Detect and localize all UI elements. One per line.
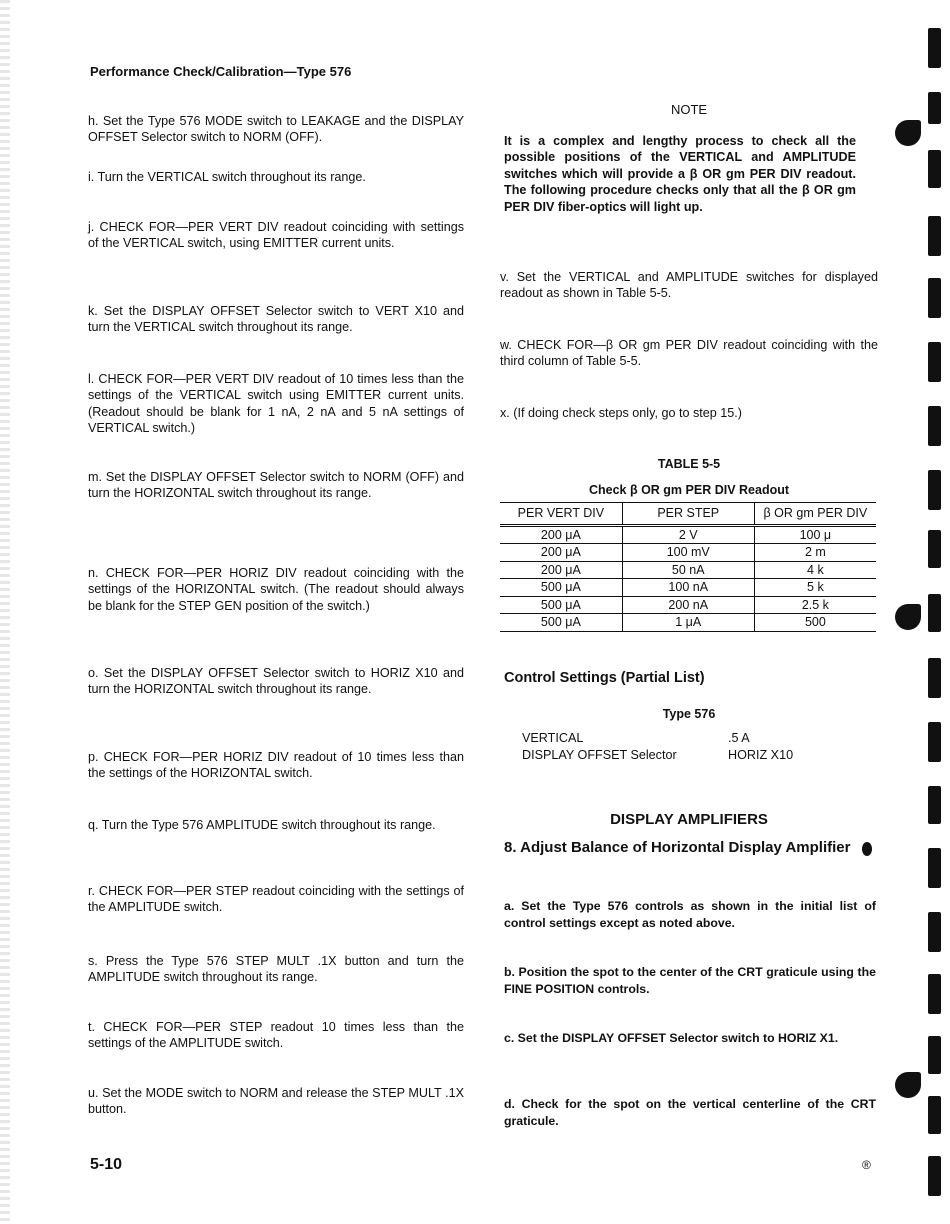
- punch-hole: [895, 1072, 921, 1098]
- table-row: [500, 596, 876, 614]
- table-header-cell: β OR gm PER DIV: [754, 503, 876, 526]
- step-u: u. Set the MODE switch to NORM and release the STEP MULT .1X button.: [88, 1085, 464, 1117]
- page-number: 5-10: [90, 1156, 123, 1173]
- step-j: j. CHECK FOR—PER VERT DIV readout coinciding with settings of the VERTICAL switch, using EMITTER current units.: [88, 219, 464, 251]
- step-o: o. Set the DISPLAY OFFSET Selector switch to HORIZ X10 and turn the HORIZONTAL switch throughout its range.: [88, 665, 464, 697]
- page-header: Performance Check/Calibration—Type 576: [90, 64, 352, 79]
- table-cell: 200 nA: [622, 596, 754, 614]
- table-cell: 200 μA: [500, 544, 622, 562]
- table-cell: 5 k: [754, 579, 876, 597]
- edge-mark: [928, 92, 941, 124]
- control-settings-title: Control Settings (Partial List): [504, 670, 705, 686]
- edge-mark: [928, 150, 941, 188]
- step-t: t. CHECK FOR—PER STEP readout 10 times less than the settings of the AMPLITUDE switch.: [88, 1019, 464, 1051]
- edge-mark: [928, 406, 941, 446]
- step-l: l. CHECK FOR—PER VERT DIV readout of 10 times less than the settings of the VERTICAL switch using EMITTER current units. (Readout should be blank for 1 nA, 2 nA and 5 nA settings of VERTICAL switch.): [88, 371, 464, 436]
- setting-row: [522, 747, 793, 764]
- edge-mark: [928, 1036, 941, 1074]
- edge-mark: [928, 342, 941, 382]
- adjust-step-title: 8. Adjust Balance of Horizontal Display Amplifier: [504, 839, 851, 856]
- table-row: [500, 525, 876, 544]
- edge-mark: [928, 28, 941, 68]
- table-cell: 200 μA: [500, 561, 622, 579]
- setting-row: [522, 730, 793, 747]
- table-cell: 500: [754, 614, 876, 632]
- step-r: r. CHECK FOR—PER STEP readout coinciding with the settings of the AMPLITUDE switch.: [88, 883, 464, 915]
- table-cell: 200 μA: [500, 525, 622, 544]
- table-caption: Check β OR gm PER DIV Readout: [588, 483, 790, 497]
- section-title: DISPLAY AMPLIFIERS: [610, 811, 768, 828]
- table-cell: 2 V: [622, 525, 754, 544]
- table-cell: 1 μA: [622, 614, 754, 632]
- setting-value: .5 A: [728, 731, 750, 745]
- step-v: v. Set the VERTICAL and AMPLITUDE switches for displayed readout as shown in Table 5-5.: [500, 269, 878, 301]
- edge-mark: [928, 786, 941, 824]
- edge-mark: [928, 658, 941, 698]
- edge-mark: [928, 216, 941, 256]
- setting-name: VERTICAL: [522, 731, 584, 745]
- adjust-step-c: c. Set the DISPLAY OFFSET Selector switch to HORIZ X1.: [504, 1031, 839, 1046]
- table-cell: 2.5 k: [754, 596, 876, 614]
- registered-mark: ®: [862, 1158, 871, 1172]
- step-p: p. CHECK FOR—PER HORIZ DIV readout of 10 times less than the settings of the HORIZONTAL switch.: [88, 749, 464, 781]
- edge-mark: [928, 848, 941, 888]
- step-n: n. CHECK FOR—PER HORIZ DIV readout coinciding with the settings of the HORIZONTAL switch. (The readout should always be blank for the STEP GEN position of the switch.): [88, 565, 464, 613]
- table-cell: 500 μA: [500, 579, 622, 597]
- edge-mark: [928, 912, 941, 952]
- adjust-step-a: a. Set the Type 576 controls as shown in the initial list of control settings except as noted above.: [504, 899, 876, 930]
- edge-mark: [928, 470, 941, 510]
- table-cell: 4 k: [754, 561, 876, 579]
- table-cell: 50 nA: [622, 561, 754, 579]
- edge-mark: [928, 1156, 941, 1196]
- table-cell: 500 μA: [500, 596, 622, 614]
- edge-mark: [928, 974, 941, 1014]
- control-settings-list: [522, 730, 793, 763]
- edge-mark: [928, 722, 941, 762]
- control-settings-subtitle: Type 576: [662, 707, 716, 721]
- table-label: TABLE 5-5: [657, 457, 721, 471]
- table-row: [500, 614, 876, 632]
- table-row: [500, 544, 876, 562]
- binding-edge: [0, 0, 10, 1224]
- note-text: It is a complex and lengthy process to check all the possible positions of the VERTICAL and AMPLITUDE switches which will provide a β OR gm PER DIV readout. The following procedure checks only that all the β OR gm PER DIV fiber-optics will light up.: [504, 133, 856, 214]
- step-i: i. Turn the VERTICAL switch throughout its range.: [88, 169, 366, 184]
- table-row: [500, 561, 876, 579]
- step-q: q. Turn the Type 576 AMPLITUDE switch throughout its range.: [88, 817, 436, 832]
- table-header-cell: PER VERT DIV: [500, 503, 622, 526]
- table-cell: 500 μA: [500, 614, 622, 632]
- step-h: h. Set the Type 576 MODE switch to LEAKAGE and the DISPLAY OFFSET Selector switch to NORM (OFF).: [88, 113, 464, 145]
- table-cell: 2 m: [754, 544, 876, 562]
- adjust-step-b: b. Position the spot to the center of the CRT graticule using the FINE POSITION controls.: [504, 965, 876, 996]
- table-row: [500, 579, 876, 597]
- step-k: k. Set the DISPLAY OFFSET Selector switch to VERT X10 and turn the VERTICAL switch throughout its range.: [88, 303, 464, 335]
- edge-mark: [928, 530, 941, 568]
- table-header-cell: PER STEP: [622, 503, 754, 526]
- punch-hole: [895, 120, 921, 146]
- adjust-step-d: d. Check for the spot on the vertical centerline of the CRT graticule.: [504, 1097, 876, 1128]
- adjustment-icon: [862, 842, 872, 856]
- step-m: m. Set the DISPLAY OFFSET Selector switch to NORM (OFF) and turn the HORIZONTAL switch throughout its range.: [88, 469, 464, 501]
- step-w: w. CHECK FOR—β OR gm PER DIV readout coinciding with the third column of Table 5-5.: [500, 337, 878, 369]
- punch-hole: [895, 604, 921, 630]
- setting-value: HORIZ X10: [728, 747, 794, 762]
- step-x: x. (If doing check steps only, go to step 15.): [500, 405, 742, 420]
- edge-mark: [928, 594, 941, 632]
- readout-table: [500, 502, 876, 632]
- table-cell: 100 μ: [754, 525, 876, 544]
- table-cell: 100 mV: [622, 544, 754, 562]
- note-title: NOTE: [670, 102, 708, 117]
- edge-mark: [928, 278, 941, 318]
- table-cell: 100 nA: [622, 579, 754, 597]
- step-s: s. Press the Type 576 STEP MULT .1X button and turn the AMPLITUDE switch throughout its range.: [88, 953, 464, 985]
- setting-name: DISPLAY OFFSET Selector: [522, 747, 677, 762]
- edge-mark: [928, 1096, 941, 1134]
